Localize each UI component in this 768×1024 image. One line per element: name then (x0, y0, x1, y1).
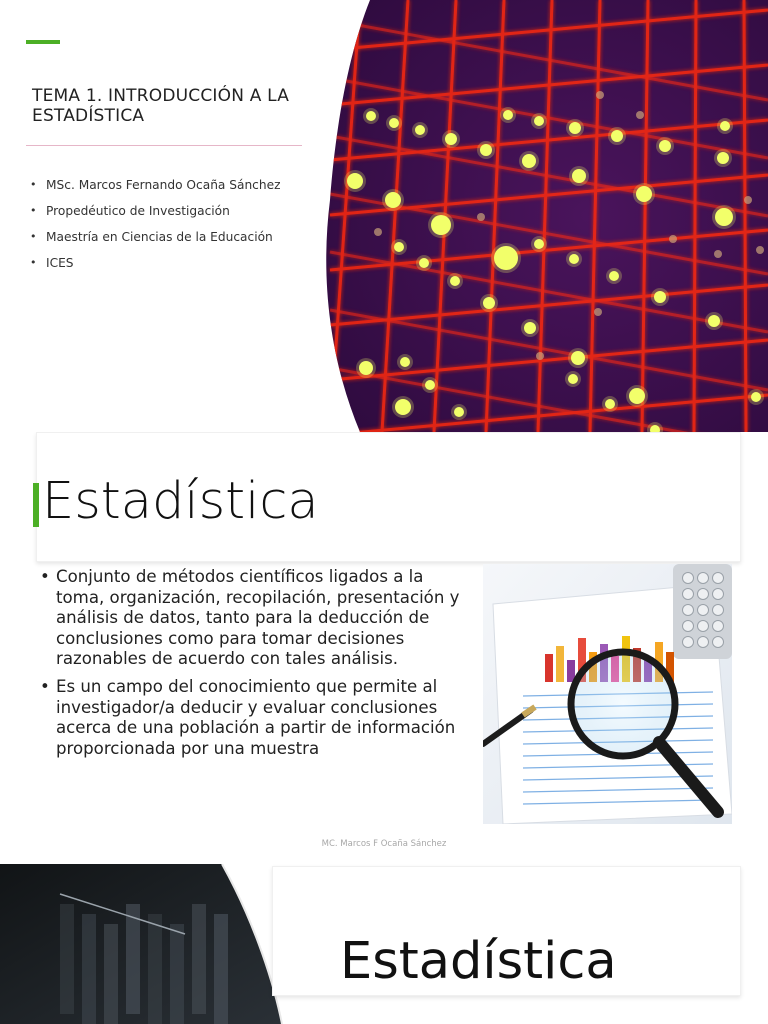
grid-node (394, 242, 404, 252)
grid-node (419, 258, 429, 268)
calculator-key (698, 621, 709, 632)
bullet-institution: • ICES (30, 250, 281, 276)
slide-2 (0, 432, 768, 864)
bullet-course: • Propedéutico de Investigación (30, 198, 281, 224)
grid-node (605, 399, 615, 409)
grid-node-dim (636, 111, 644, 119)
grid-node (522, 154, 536, 168)
grid-node (609, 271, 619, 281)
grid-node (659, 140, 671, 152)
calculator-key (713, 637, 724, 648)
calculator-key (683, 621, 694, 632)
abstract-bar (126, 904, 140, 1014)
grid-node-dim (669, 235, 677, 243)
photo-bar (545, 654, 553, 682)
slide-1 (0, 0, 768, 432)
abstract-bar (214, 914, 228, 1024)
grid-node (400, 357, 410, 367)
grid-node-dim (756, 246, 764, 254)
grid-node-dim (477, 213, 485, 221)
grid-node (415, 125, 425, 135)
grid-node (654, 291, 666, 303)
calculator-key (713, 605, 724, 616)
grid-node (572, 169, 586, 183)
grid-node (629, 388, 645, 404)
grid-node (720, 121, 730, 131)
abstract-bar (148, 914, 162, 1024)
calculator-key (713, 621, 724, 632)
grid-node (483, 297, 495, 309)
grid-node (569, 122, 581, 134)
slide-2-title: Estadística (42, 472, 319, 531)
grid-node (611, 130, 623, 142)
grid-line (694, 0, 696, 432)
grid-node (569, 254, 579, 264)
grid-line (744, 0, 746, 432)
grid-node (347, 173, 363, 189)
grid-node (751, 392, 761, 402)
grid-node (385, 192, 401, 208)
grid-node (480, 144, 492, 156)
neon-grid-network-image (0, 0, 768, 432)
abstract-bar (104, 924, 118, 1024)
calculator-key (683, 573, 694, 584)
abstract-bar (192, 904, 206, 1014)
title-accent-mark (33, 483, 39, 527)
definition-bullet-2: • Es un campo del conocimiento que permite al investigador/a deducir y evaluar conclusiones acerca de una población a partir de información proporcionada por una muestra (40, 677, 460, 759)
grid-node (389, 118, 399, 128)
bullet-program: • Maestría en Ciencias de la Educación (30, 224, 281, 250)
slide-3 (0, 864, 768, 1024)
grid-node-dim (594, 308, 602, 316)
grid-node-dim (744, 196, 752, 204)
grid-node (636, 186, 652, 202)
magnifier-charts-photo (483, 564, 732, 824)
grid-node-dim (714, 250, 722, 258)
grid-node (366, 111, 376, 121)
abstract-bar (60, 904, 74, 1014)
grid-node (503, 110, 513, 120)
calculator-key (698, 605, 709, 616)
grid-node (454, 407, 464, 417)
abstract-bar (170, 924, 184, 1024)
grid-node (534, 116, 544, 126)
grid-node-dim (374, 228, 382, 236)
calculator-key (698, 573, 709, 584)
calculator-key (698, 637, 709, 648)
grid-node (395, 399, 411, 415)
calculator-key (698, 589, 709, 600)
photo-bar (556, 646, 564, 682)
grid-node-dim (596, 91, 604, 99)
grid-node (568, 374, 578, 384)
calculator-key (713, 589, 724, 600)
grid-node (715, 208, 733, 226)
calculator-key (683, 637, 694, 648)
grid-node (717, 152, 729, 164)
calculator-key (683, 589, 694, 600)
grid-node (425, 380, 435, 390)
definition-bullet-1: • Conjunto de métodos científicos ligados a la toma, organización, recopilación, presentación y análisis de datos, tanto para la deducción de conclusiones como para tomar decisiones razonables de acuerdo con tales análisis. (40, 567, 460, 670)
grid-node (494, 246, 518, 270)
abstract-bar (82, 914, 96, 1024)
grid-node (431, 215, 451, 235)
grid-node (450, 276, 460, 286)
grid-node-dim (536, 352, 544, 360)
grid-node (359, 361, 373, 375)
calculator-key (713, 573, 724, 584)
grid-node (708, 315, 720, 327)
calculator-key (683, 605, 694, 616)
grid-node (571, 351, 585, 365)
definition-list (40, 567, 460, 766)
slide-footer: MC. Marcos F Ocaña Sánchez (321, 839, 447, 849)
grid-node (534, 239, 544, 249)
bullet-author: • MSc. Marcos Fernando Ocaña Sánchez (30, 172, 281, 198)
dark-abstract-image (0, 864, 290, 1024)
slide-3-title: Estadística (340, 932, 617, 991)
grid-node (445, 133, 457, 145)
slide-1-title: TEMA 1. INTRODUCCIÓN A LA ESTADÍSTICA (32, 86, 290, 126)
grid-node (524, 322, 536, 334)
